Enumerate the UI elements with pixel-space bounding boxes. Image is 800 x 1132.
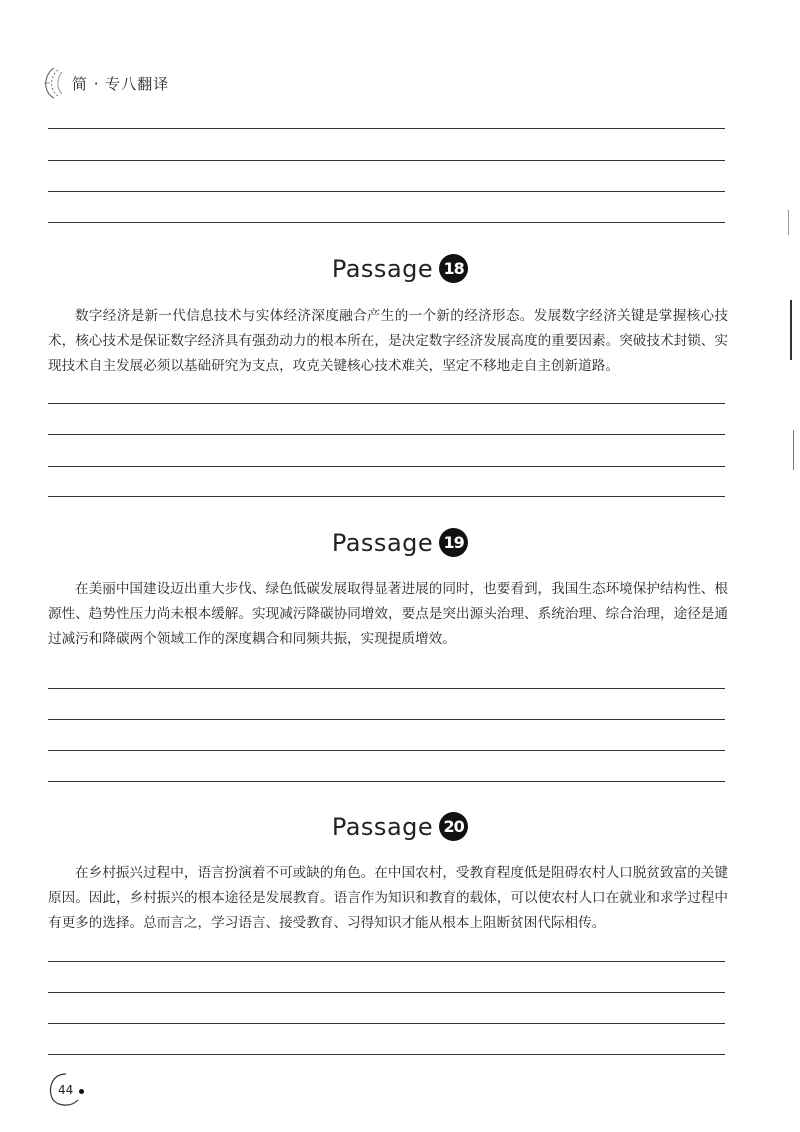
answer-line — [48, 1023, 725, 1024]
answer-line — [48, 961, 725, 962]
passage-18-heading — [0, 254, 800, 294]
answer-line — [48, 191, 725, 192]
page-number-dot — [79, 1089, 84, 1094]
answer-line — [48, 403, 725, 404]
passage-20-text: 在乡村振兴过程中，语言扮演着不可或缺的角色。在中国农村，受教育程度低是阻碍农村人口脱贫致富的关键原因。因此，乡村振兴的根本途径是发展教育。语言作为知识和教育的载体，可以使农村人口在就业和求学过程中有更多的选择。总而言之，学习语言、接受教育、习得知识才能从根本上阻断贫困代际相传。 — [48, 865, 728, 931]
passage-20-heading — [0, 812, 800, 852]
passage-label: Passage — [331, 812, 434, 841]
answer-line — [48, 688, 725, 689]
passage-label: Passage — [331, 528, 434, 557]
header-ornament-icon — [40, 66, 70, 100]
passage-19-text: 在美丽中国建设迈出重大步伐、绿色低碳发展取得显著进展的同时，也要看到，我国生态环境保护结构性、根源性、趋势性压力尚未根本缓解。实现减污降碳协同增效，要点是突出源头治理、系统治理、综合治理，途径是通过减污和降碳两个领域工作的深度耦合和同频共振，实现提质增效。 — [48, 581, 728, 647]
passage-number-badge: 19 — [439, 528, 468, 557]
scan-artifact — [793, 430, 794, 470]
page-number-text: 44 — [58, 1083, 74, 1097]
answer-line — [48, 992, 725, 993]
answer-line — [48, 466, 725, 467]
header-title: 简 · 专八翻译 — [72, 74, 170, 93]
scan-artifact — [788, 210, 789, 235]
passage-label: Passage — [331, 254, 434, 283]
passage-number-badge: 20 — [439, 812, 468, 841]
passage-18-text: 数字经济是新一代信息技术与实体经济深度融合产生的一个新的经济形态。发展数字经济关键是掌握核心技术，核心技术是保证数字经济具有强劲动力的根本所在，是决定数字经济发展高度的重要因素。突破技术封锁、实现技术自主发展必须以基础研究为支点，攻克关键核心技术难关，坚定不移地走自主创新道路。 — [48, 308, 728, 374]
answer-line — [48, 222, 725, 223]
answer-line — [48, 750, 725, 751]
answer-line — [48, 1054, 725, 1055]
passage-19-heading — [0, 528, 800, 568]
answer-line — [48, 496, 725, 497]
answer-line — [48, 719, 725, 720]
answer-line — [48, 160, 725, 161]
running-header — [40, 66, 169, 100]
passage-number-badge: 18 — [439, 254, 468, 283]
answer-line — [48, 434, 725, 435]
page-number — [46, 1070, 86, 1110]
answer-line — [48, 128, 725, 129]
scan-artifact — [790, 300, 792, 360]
answer-line — [48, 781, 725, 782]
